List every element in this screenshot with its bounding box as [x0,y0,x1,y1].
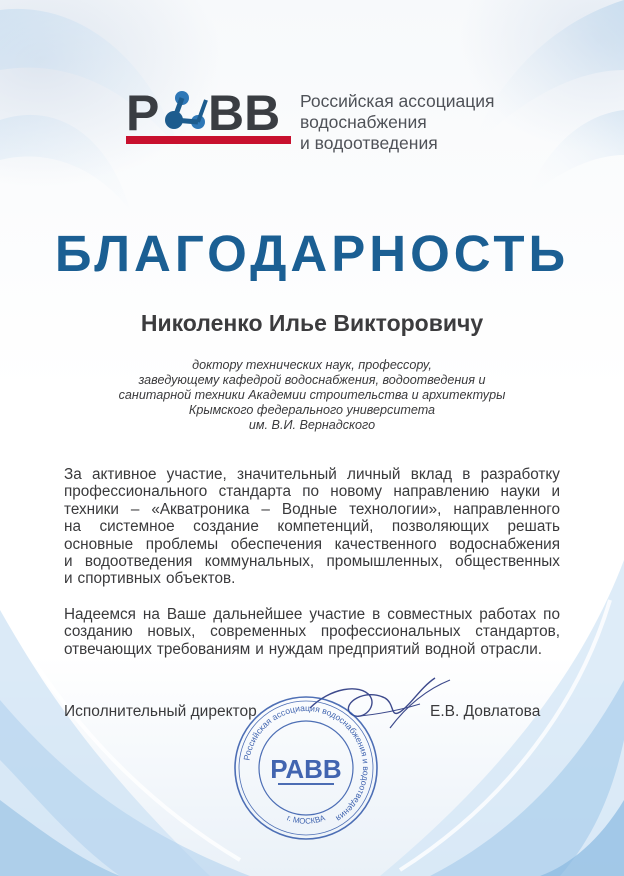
organization-name-line: водоснабжения [300,112,427,132]
position-line: доктору технических наук, профессору, [192,358,432,372]
organization-logo [126,86,291,148]
paragraph-line: Надеемся на Ваше дальнейшее участие в совместных работах по [64,606,560,623]
paragraph-line: созданию новых, современных профессиональных стандартов, [64,623,560,641]
stamp-ring-text-content: Российская ассоциация водоснабжения и водоотведения [241,702,372,824]
paragraph-line: и водоотведения коммунальных, промышленных, общественных [64,553,560,571]
position-line: им. В.И. Вернадского [248,418,376,432]
recipient-name: Николенко Илье Викторовичу [140,310,484,336]
recipient-position [110,358,514,433]
position-line: санитарной техники Академии строительства и архитектуры [118,388,506,402]
stamp-city-text-content: г. МОСКВА [285,813,327,826]
svg-text:ВВ: ВВ [208,86,281,141]
position-line: заведующему кафедрой водоснабжения, водоотведения и [138,373,486,387]
hope-paragraph [64,606,560,658]
paragraph-line: За активное участие, значительный личный вклад в разработку [64,466,560,483]
signatory-name: Е.В. Довлатова [430,703,541,720]
water-molecule-icon [165,91,206,129]
signatory-title: Исполнительный директор [64,703,257,720]
stamp-logo: РАВВ [270,754,342,784]
organization-name-line: и водоотведения [300,133,438,153]
svg-text:Р: Р [126,86,160,141]
paragraph-line: отвечающих требованиям и нуждам предприятий водной отрасли. [64,640,542,658]
paragraph-line: профессионального стандарта по новому направлению науки и [64,483,560,501]
official-stamp [232,694,380,842]
paragraph-line: основные проблемы обеспечения качественного водоснабжения [64,535,560,553]
organization-name [300,91,530,154]
paragraph-line: техники – «Акватроника – Водные технологии», направленного [64,500,560,518]
position-line: Крымского федерального университета [188,403,436,417]
document-title: БЛАГОДАРНОСТЬ [54,225,570,282]
paragraph-line: на системное создание компетенций, позволяющих решать [64,518,560,536]
gratitude-paragraph [64,466,560,588]
paragraph-line: и спортивных объектов. [64,570,236,588]
organization-name-line: Российская ассоциация [300,91,495,111]
